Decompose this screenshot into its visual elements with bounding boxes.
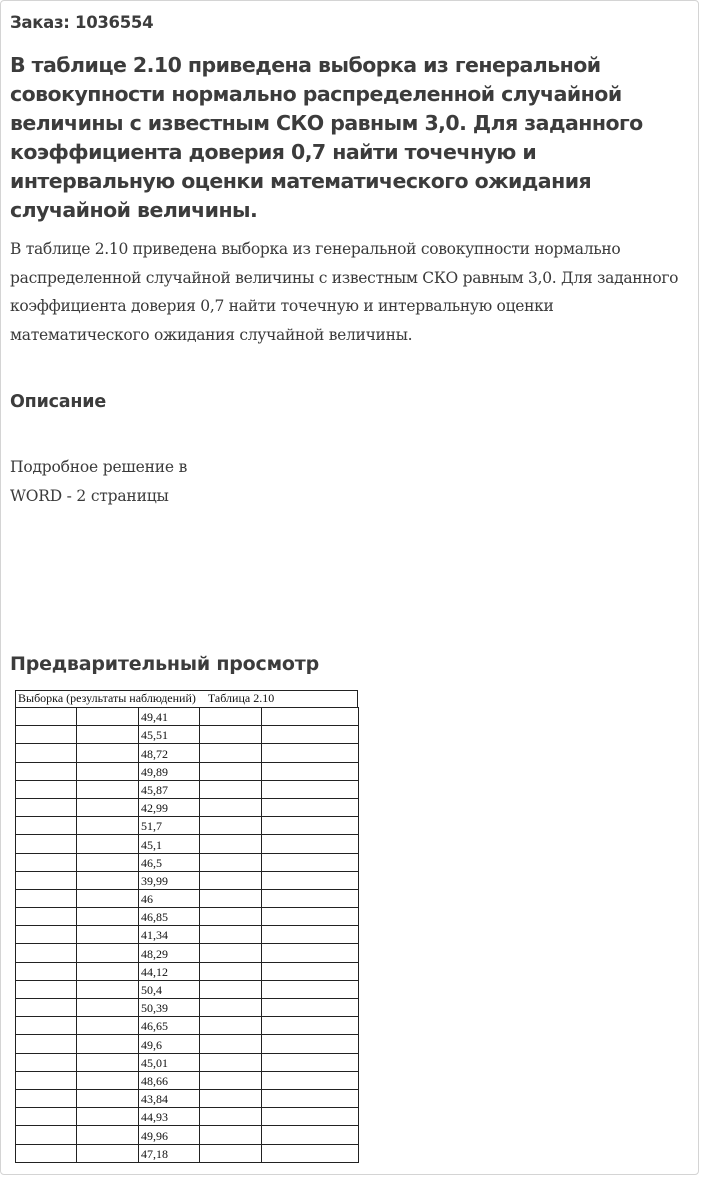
empty-cell (262, 908, 359, 926)
empty-cell (16, 889, 77, 907)
empty-cell (16, 999, 77, 1017)
table-row (16, 726, 359, 744)
table-row (16, 1071, 359, 1089)
empty-cell (77, 1089, 139, 1107)
empty-cell (16, 908, 77, 926)
empty-cell (262, 980, 359, 998)
sample-table (15, 707, 359, 1163)
empty-cell (262, 926, 359, 944)
empty-cell (77, 1017, 139, 1035)
sample-value-cell: 49,6 (139, 1035, 200, 1053)
empty-cell (262, 1108, 359, 1126)
empty-cell (16, 1071, 77, 1089)
empty-cell (200, 944, 262, 962)
order-number: Заказ: 1036554 (10, 13, 154, 32)
table-row (16, 889, 359, 907)
empty-cell (262, 744, 359, 762)
empty-cell (262, 1053, 359, 1071)
preview-table-caption (15, 690, 358, 707)
table-row (16, 1108, 359, 1126)
sample-value-cell: 43,84 (139, 1089, 200, 1107)
empty-cell (77, 726, 139, 744)
empty-cell (200, 1035, 262, 1053)
empty-cell (262, 1017, 359, 1035)
empty-cell (77, 817, 139, 835)
empty-cell (200, 835, 262, 853)
detail-line: Подробное решение в (10, 458, 188, 476)
solution-details (10, 453, 187, 511)
table-row (16, 962, 359, 980)
empty-cell (16, 744, 77, 762)
empty-cell (262, 999, 359, 1017)
sample-value-cell: 44,93 (139, 1108, 200, 1126)
empty-cell (16, 726, 77, 744)
sample-value-cell: 49,96 (139, 1126, 200, 1144)
empty-cell (200, 999, 262, 1017)
page-title: В таблице 2.10 приведена выборка из генеральной совокупности нормально распределенной случайной величины с известным СКО равным 3,0. Для заданного коэффициента доверия 0,7 найти точечную и интервальную оценки математического ожидания случайной величины. (10, 53, 643, 222)
empty-cell (262, 1071, 359, 1089)
sample-value-cell: 50,39 (139, 999, 200, 1017)
empty-cell (77, 1144, 139, 1162)
sample-value-cell: 50,4 (139, 980, 200, 998)
empty-cell (16, 926, 77, 944)
sample-value-cell: 48,29 (139, 944, 200, 962)
table-row (16, 762, 359, 780)
empty-cell (262, 798, 359, 816)
sample-value-cell: 48,72 (139, 744, 200, 762)
empty-cell (200, 1144, 262, 1162)
sample-value-cell: 45,1 (139, 835, 200, 853)
preview-image (15, 690, 358, 1163)
sample-value-cell: 41,34 (139, 926, 200, 944)
empty-cell (200, 762, 262, 780)
empty-cell (262, 708, 359, 726)
empty-cell (77, 908, 139, 926)
empty-cell (200, 1071, 262, 1089)
empty-cell (200, 798, 262, 816)
empty-cell (262, 944, 359, 962)
table-row (16, 999, 359, 1017)
empty-cell (77, 1053, 139, 1071)
empty-cell (200, 1108, 262, 1126)
empty-cell (16, 798, 77, 816)
empty-cell (77, 944, 139, 962)
empty-cell (16, 1035, 77, 1053)
sample-value-cell: 45,87 (139, 780, 200, 798)
sample-value-cell: 42,99 (139, 798, 200, 816)
sample-value-cell: 44,12 (139, 962, 200, 980)
table-row (16, 1035, 359, 1053)
empty-cell (262, 726, 359, 744)
empty-cell (77, 1071, 139, 1089)
empty-cell (200, 817, 262, 835)
table-row (16, 780, 359, 798)
empty-cell (200, 962, 262, 980)
empty-cell (262, 1126, 359, 1144)
empty-cell (16, 980, 77, 998)
empty-cell (16, 871, 77, 889)
table-row (16, 817, 359, 835)
empty-cell (200, 1089, 262, 1107)
table-row (16, 1089, 359, 1107)
sample-value-cell: 46,5 (139, 853, 200, 871)
empty-cell (77, 980, 139, 998)
sample-value-cell: 49,89 (139, 762, 200, 780)
table-row (16, 708, 359, 726)
empty-cell (262, 889, 359, 907)
table-row (16, 1126, 359, 1144)
empty-cell (77, 780, 139, 798)
table-caption-right: Таблица 2.10 (207, 691, 275, 705)
empty-cell (77, 871, 139, 889)
table-row (16, 926, 359, 944)
detail-line: WORD - 2 страницы (10, 487, 169, 505)
empty-cell (16, 1089, 77, 1107)
sample-value-cell: 51,7 (139, 817, 200, 835)
table-row (16, 1017, 359, 1035)
empty-cell (262, 1089, 359, 1107)
table-row (16, 908, 359, 926)
empty-cell (16, 1053, 77, 1071)
empty-cell (262, 962, 359, 980)
table-row (16, 798, 359, 816)
empty-cell (262, 835, 359, 853)
empty-cell (16, 1108, 77, 1126)
table-row (16, 1053, 359, 1071)
sample-value-cell: 49,41 (139, 708, 200, 726)
empty-cell (200, 908, 262, 926)
empty-cell (16, 962, 77, 980)
empty-cell (77, 962, 139, 980)
table-row (16, 853, 359, 871)
empty-cell (77, 798, 139, 816)
sample-value-cell: 46,65 (139, 1017, 200, 1035)
table-row (16, 871, 359, 889)
empty-cell (200, 889, 262, 907)
empty-cell (200, 744, 262, 762)
empty-cell (16, 817, 77, 835)
empty-cell (262, 1144, 359, 1162)
empty-cell (16, 835, 77, 853)
table-caption-left: Выборка (результаты наблюдений) (18, 691, 196, 705)
empty-cell (200, 926, 262, 944)
empty-cell (77, 889, 139, 907)
empty-cell (262, 1035, 359, 1053)
empty-cell (16, 1126, 77, 1144)
sample-value-cell: 47,18 (139, 1144, 200, 1162)
sample-value-cell: 48,66 (139, 1071, 200, 1089)
table-row (16, 944, 359, 962)
empty-cell (77, 708, 139, 726)
empty-cell (200, 1053, 262, 1071)
empty-cell (16, 708, 77, 726)
empty-cell (200, 980, 262, 998)
empty-cell (200, 1017, 262, 1035)
table-row (16, 835, 359, 853)
empty-cell (16, 1017, 77, 1035)
empty-cell (77, 999, 139, 1017)
empty-cell (262, 780, 359, 798)
sample-value-cell: 46 (139, 889, 200, 907)
empty-cell (262, 762, 359, 780)
table-row (16, 1144, 359, 1162)
empty-cell (200, 871, 262, 889)
preview-heading: Предварительный просмотр (10, 653, 319, 675)
empty-cell (77, 762, 139, 780)
empty-cell (16, 853, 77, 871)
empty-cell (200, 853, 262, 871)
description-heading: Описание (10, 392, 107, 412)
empty-cell (200, 780, 262, 798)
empty-cell (77, 1126, 139, 1144)
empty-cell (77, 835, 139, 853)
empty-cell (262, 853, 359, 871)
empty-cell (77, 926, 139, 944)
empty-cell (200, 726, 262, 744)
empty-cell (262, 817, 359, 835)
empty-cell (77, 1108, 139, 1126)
sample-value-cell: 46,85 (139, 908, 200, 926)
empty-cell (262, 871, 359, 889)
empty-cell (16, 780, 77, 798)
cursor-mark (358, 783, 359, 797)
empty-cell (16, 944, 77, 962)
empty-cell (16, 1144, 77, 1162)
table-row (16, 744, 359, 762)
sample-value-cell: 45,51 (139, 726, 200, 744)
empty-cell (200, 708, 262, 726)
empty-cell (77, 1035, 139, 1053)
table-row (16, 980, 359, 998)
empty-cell (200, 1126, 262, 1144)
sample-value-cell: 45,01 (139, 1053, 200, 1071)
empty-cell (77, 853, 139, 871)
task-description: В таблице 2.10 приведена выборка из генеральной совокупности нормально распределенной случайной величины с известным СКО равным 3,0. Для заданного коэффициента доверия 0,7 найти точечную и интервальную оценки математического ожидания случайной величины. (10, 240, 679, 344)
sample-value-cell: 39,99 (139, 871, 200, 889)
empty-cell (77, 744, 139, 762)
empty-cell (16, 762, 77, 780)
